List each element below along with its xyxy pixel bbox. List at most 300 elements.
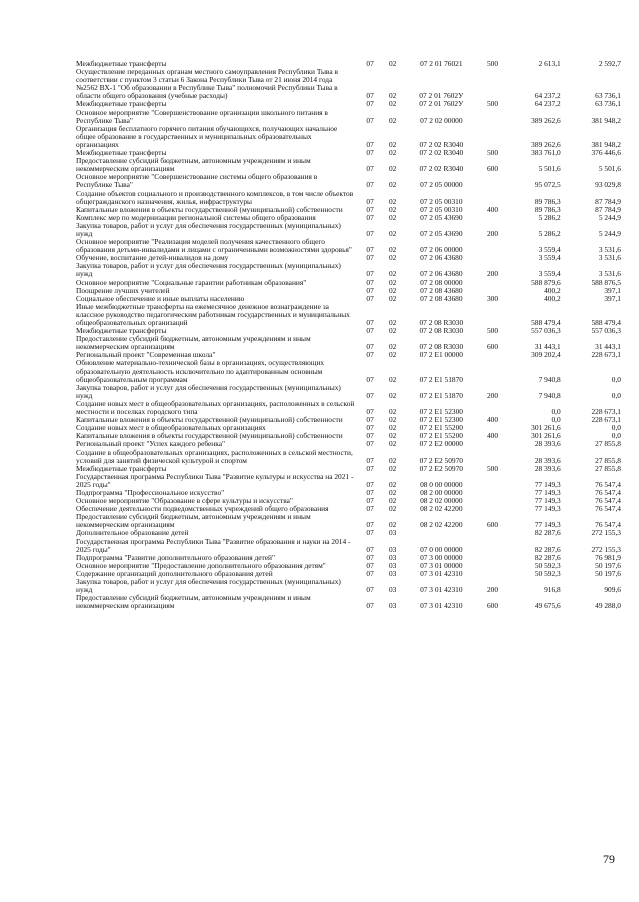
expense-type-code (478, 473, 506, 489)
row-name: Закупка товаров, работ и услуг для обеспечения государственных (муниципальных) нужд (76, 261, 341, 279)
amount-year-1: 7 940,8 (538, 390, 561, 400)
amount-year-2: 5 501,6 (598, 164, 621, 174)
expense-type-code (478, 109, 506, 125)
row-name: Подпрограмма "Развитие дополнительного образования детей" (76, 552, 276, 562)
amount-year-1: 7 940,8 (538, 374, 561, 384)
target-article-code: 07 2 E2 50970 (419, 463, 463, 473)
expense-type-code (478, 238, 506, 254)
subsection-code: 02 (388, 431, 397, 441)
amount-year-2: 909,6 (604, 585, 621, 595)
amount-year-2: 0,0 (611, 390, 621, 400)
target-article-code: 07 2 08 R3030 (419, 326, 464, 336)
amount-year-2: 0,0 (611, 431, 621, 441)
target-article-code: 07 2 02 00000 (420, 115, 463, 125)
amount-year-1: 77 149,3 (534, 487, 561, 497)
section-code: 07 (366, 350, 374, 360)
expense-type-code: 500 (486, 59, 499, 68)
amount-year-1: 49 675,6 (534, 601, 561, 611)
subsection-code: 02 (388, 496, 397, 506)
section-code: 07 (366, 390, 374, 400)
amount-year-2: 76 547,4 (595, 479, 621, 489)
expense-type-code (478, 497, 506, 505)
amount-year-1: 82 287,6 (534, 528, 561, 538)
amount-year-2: 3 531,6 (598, 253, 621, 263)
section-code: 07 (366, 99, 374, 109)
expense-type-code (478, 351, 506, 359)
table-row (76, 68, 621, 100)
row-name: Основное мероприятие "Реализация моделей получения качественного общего образования детьми-инвалидами и лицами с ограниченными возможностями здоровья" (76, 237, 352, 255)
target-article-code: 07 2 E1 51870 (419, 374, 463, 384)
row-name: Основное мероприятие "Совершенствование системы общего образования в Республике Тыва" (76, 172, 318, 190)
section-code: 07 (366, 115, 374, 125)
amount-year-2: 49 288,0 (595, 601, 621, 611)
table-row (76, 262, 621, 278)
subsection-code: 02 (388, 204, 397, 214)
amount-year-1: 0,0 (551, 407, 561, 417)
row-name: Содержание организаций дополнительного образования детей (76, 568, 273, 578)
row-name: Организация бесплатного горячего питания обучающихся, получающих начальное общее образование в государственных и муниципальных образовательных организациях (76, 123, 338, 149)
table-row (76, 238, 621, 254)
target-article-code: 07 2 06 43680 (420, 269, 463, 279)
target-article-code: 07 2 02 R3040 (419, 139, 464, 149)
row-name: Предоставление субсидий бюджетным, автономным учреждениям и иным некоммерческим организациям (76, 334, 311, 352)
amount-year-2: 5 244,9 (598, 212, 621, 222)
target-article-code: 07 2 08 R3030 (419, 342, 464, 352)
amount-year-2: 3 531,6 (598, 245, 621, 255)
target-article-code: 07 2 05 00310 (420, 204, 463, 214)
amount-year-1: 77 149,3 (534, 520, 561, 530)
amount-year-2: 272 155,3 (591, 528, 621, 538)
expense-type-code: 400 (486, 415, 499, 425)
subsection-code: 03 (388, 552, 397, 562)
table-row (76, 359, 621, 383)
expense-type-code (478, 505, 506, 513)
target-article-code: 07 2 01 7602У (419, 99, 464, 109)
target-article-code: 07 0 00 00000 (420, 544, 463, 554)
expense-type-code (478, 400, 506, 416)
expense-type-code: 400 (486, 204, 499, 214)
expense-type-code (478, 68, 506, 100)
amount-year-1: 383 761,0 (531, 148, 561, 158)
amount-year-2: 50 197,6 (595, 568, 621, 578)
row-name: Социальное обеспечение и иные выплаты населению (76, 293, 245, 303)
amount-year-1: 28 393,6 (534, 455, 561, 465)
row-name: Межбюджетные трансферты (76, 99, 167, 109)
target-article-code: 07 2 E1 52300 (419, 415, 463, 425)
section-code: 07 (366, 552, 374, 562)
amount-year-1: 301 261,6 (531, 431, 561, 441)
section-code: 07 (366, 245, 374, 255)
target-article-code (404, 529, 478, 537)
section-code: 07 (366, 228, 374, 238)
row-name: Предоставление субсидий бюджетным, автономным учреждениям и иным некоммерческим организациям (76, 593, 311, 611)
section-code: 07 (366, 544, 374, 554)
expense-type-code (478, 489, 506, 497)
expense-type-code: 200 (486, 228, 499, 238)
row-name: Государственная программа Республики Тыва "Развитие культуры и искусства на 2021 - 2025 годы" (76, 471, 354, 489)
amount-year-1: 557 036,3 (531, 326, 561, 336)
row-name: Капитальные вложения в объекты государственной (муниципальной) собственности (76, 204, 343, 214)
amount-year-2: 228 673,1 (591, 350, 621, 360)
amount-year-2: 76 981,9 (595, 552, 621, 562)
expense-type-code (478, 303, 506, 327)
amount-year-2: 376 446,6 (591, 148, 621, 158)
section-code: 07 (366, 568, 374, 578)
expense-type-code: 200 (486, 585, 499, 595)
target-article-code: 07 3 00 00000 (420, 552, 463, 562)
subsection-code: 02 (388, 139, 397, 149)
subsection-code: 03 (388, 528, 397, 538)
section-code: 07 (366, 293, 374, 303)
expense-type-code (478, 529, 506, 537)
amount-year-2: 397,1 (604, 293, 621, 303)
table-row (76, 109, 621, 125)
table-row (76, 449, 621, 465)
budget-table-body (76, 60, 621, 610)
expense-type-code: 500 (486, 326, 499, 336)
subsection-code: 02 (388, 91, 397, 101)
amount-year-2: 87 784,9 (595, 204, 621, 214)
target-article-code: 07 2 01 7602У (419, 91, 464, 101)
expense-type-code: 600 (486, 601, 499, 611)
subsection-code: 02 (388, 455, 397, 465)
amount-year-1: 77 149,3 (534, 479, 561, 489)
target-article-code: 07 2 E2 50970 (419, 455, 463, 465)
target-article-code: 07 2 05 00310 (420, 196, 463, 206)
amount-year-1: 5 286,2 (538, 228, 561, 238)
target-article-code: 07 2 E2 00000 (419, 439, 463, 449)
subsection-code: 02 (388, 277, 397, 287)
section-code: 07 (366, 269, 374, 279)
subsection-code: 02 (388, 269, 397, 279)
amount-year-2: 381 948,2 (591, 115, 621, 125)
target-article-code: 07 3 01 42310 (420, 585, 463, 595)
row-name: Межбюджетные трансферты (76, 463, 167, 473)
subsection-code: 02 (388, 115, 397, 125)
expense-type-code (478, 279, 506, 287)
amount-year-2: 93 029,8 (595, 180, 621, 190)
row-name: Межбюджетные трансферты (76, 148, 167, 158)
subsection-code: 02 (388, 148, 397, 158)
amount-year-2: 63 736,1 (595, 99, 621, 109)
row-name: Создание новых мест в общеобразовательных организациях, расположенных в сельской местности и поселках городского типа (76, 398, 355, 417)
row-name: Государственная программа Республики Тыва "Развитие образования и науки на 2014 - 2025 годы" (76, 536, 351, 554)
amount-year-2: 228 673,1 (591, 415, 621, 425)
table-row (76, 173, 621, 189)
amount-year-2: 76 547,4 (595, 487, 621, 497)
amount-year-2: 588 479,4 (591, 318, 621, 327)
subsection-code: 02 (388, 463, 397, 473)
amount-year-2: 31 443,1 (595, 342, 621, 352)
row-name: Основное мероприятие "Совершенствование организации школьного питания в Республике Тыва" (76, 107, 328, 125)
subsection-code: 02 (388, 293, 397, 303)
amount-year-2: 76 547,4 (595, 504, 621, 514)
subsection-code: 02 (388, 212, 397, 222)
target-article-code: 07 3 01 00000 (420, 560, 463, 570)
subsection-code: 02 (388, 350, 397, 360)
expense-type-code (478, 359, 506, 383)
amount-year-2: 76 547,4 (595, 520, 621, 530)
target-article-code: 07 2 05 43690 (420, 212, 463, 222)
section-code: 07 (366, 326, 374, 336)
expense-type-code (478, 190, 506, 206)
section-code: 07 (366, 585, 374, 595)
row-name: Создание в общеобразовательных организациях, расположенных в сельской местности, условий для занятий физической культурой и спортом (76, 447, 353, 465)
section-code: 07 (366, 415, 374, 425)
section-code: 07 (366, 601, 374, 611)
expense-type-code: 600 (486, 342, 499, 352)
section-code: 07 (366, 253, 374, 263)
table-row (76, 513, 621, 529)
target-article-code: 07 2 01 76021 (420, 59, 463, 68)
subsection-code: 02 (388, 390, 397, 400)
section-code: 07 (366, 479, 374, 489)
subsection-code: 02 (388, 326, 397, 336)
amount-year-2: 5 244,9 (598, 228, 621, 238)
section-code: 07 (366, 139, 374, 149)
amount-year-2: 272 155,3 (591, 544, 621, 554)
expense-type-code: 200 (486, 390, 499, 400)
subsection-code: 02 (388, 423, 397, 433)
target-article-code: 08 0 00 00000 (420, 479, 463, 489)
page-number: 79 (603, 852, 615, 866)
section-code: 07 (366, 285, 374, 295)
row-name: Комплекс мер по модернизации региональной системы общего образования (76, 212, 316, 222)
subsection-code: 02 (388, 228, 397, 238)
row-name: Поощрение лучших учителей (76, 285, 170, 295)
amount-year-1: 82 287,6 (534, 544, 561, 554)
section-code: 07 (366, 196, 374, 206)
target-article-code: 07 2 E1 55200 (419, 431, 463, 441)
expense-type-code (478, 214, 506, 222)
amount-year-1: 389 262,6 (531, 139, 561, 149)
section-code: 07 (366, 560, 374, 570)
row-name: Подпрограмма "Профессиональное искусство" (76, 487, 225, 497)
section-code: 07 (366, 528, 374, 538)
amount-year-2: 557 036,3 (591, 326, 621, 336)
amount-year-1: 3 559,4 (538, 245, 561, 255)
target-article-code: 07 2 06 00000 (420, 245, 463, 255)
amount-year-1: 89 786,3 (534, 196, 561, 206)
expense-type-code: 500 (486, 148, 499, 158)
amount-year-1: 301 261,6 (531, 423, 561, 433)
amount-year-1: 3 559,4 (538, 253, 561, 263)
amount-year-2: 76 547,4 (595, 496, 621, 506)
row-name: Капитальные вложения в объекты государственной (муниципальной) собственности (76, 431, 343, 441)
subsection-code: 02 (388, 487, 397, 497)
amount-year-2: 50 197,6 (595, 560, 621, 570)
amount-year-1: 916,8 (544, 585, 561, 595)
amount-year-1: 82 287,6 (534, 552, 561, 562)
expense-type-code: 500 (486, 463, 499, 473)
expense-type-code (478, 554, 506, 562)
target-article-code: 07 2 02 R3040 (419, 148, 464, 158)
expense-type-code (478, 449, 506, 465)
table-row (76, 594, 621, 610)
amount-year-2: 27 855,8 (595, 455, 621, 465)
amount-year-2: 3 531,6 (598, 269, 621, 279)
expense-type-code (478, 570, 506, 578)
section-code: 07 (366, 342, 374, 352)
subsection-code: 02 (388, 285, 397, 295)
amount-year-1: 50 592,3 (534, 568, 561, 578)
subsection-code: 03 (388, 544, 397, 554)
amount-year-1: 5 286,2 (538, 212, 561, 222)
subsection-code: 02 (388, 504, 397, 514)
amount-year-1: 31 443,1 (534, 342, 561, 352)
row-name: Осуществление переданных органам местного самоуправления Республики Тыва в соответствии с пунктом 3 статьи 6 Закона Республики Тыва от 21 июня 2014 года №2562 ВХ-1 "Об образовании в Республике Тыва" полномочий Республики Тыва в области общего образования (учебные расходы) (76, 67, 338, 101)
row-name: Закупка товаров, работ и услуг для обеспечения государственных (муниципальных) нужд (76, 577, 341, 595)
target-article-code: 08 2 02 42200 (420, 504, 463, 514)
target-article-code: 07 2 E1 51870 (419, 390, 463, 400)
table-row (76, 578, 621, 594)
subsection-code: 02 (388, 415, 397, 425)
table-row (76, 335, 621, 351)
section-code: 07 (366, 496, 374, 506)
section-code: 07 (366, 463, 374, 473)
subsection-code: 02 (388, 374, 397, 384)
row-name: Создание объектов социального и производственного комплексов, в том числе объектов общегражданского назначения, жилья, инфраструктуры (76, 188, 354, 206)
target-article-code: 08 2 02 00000 (420, 496, 463, 506)
amount-year-1: 400,2 (544, 293, 561, 303)
target-article-code: 07 2 E1 55200 (419, 423, 463, 433)
subsection-code: 03 (388, 560, 397, 570)
amount-year-1: 64 237,2 (534, 99, 561, 109)
subsection-code: 02 (388, 245, 397, 255)
subsection-code: 02 (388, 59, 397, 68)
table-row (76, 384, 621, 400)
subsection-code: 02 (388, 439, 397, 449)
section-code: 07 (366, 439, 374, 449)
table-row (76, 400, 621, 416)
target-article-code: 07 3 01 42310 (420, 601, 463, 611)
section-code: 07 (366, 431, 374, 441)
target-article-code: 07 2 08 43680 (420, 293, 463, 303)
amount-year-1: 77 149,3 (534, 504, 561, 514)
amount-year-2: 397,1 (604, 285, 621, 295)
section-code: 07 (366, 374, 374, 384)
table-row (76, 538, 621, 554)
row-name: Основное мероприятие "Предоставление дополнительного образования детям" (76, 560, 326, 570)
amount-year-1: 588 879,6 (531, 277, 561, 287)
amount-year-1: 64 237,2 (534, 91, 561, 101)
section-code: 07 (366, 91, 374, 101)
row-name: Обучение, воспитание детей-инвалидов на дому (76, 253, 229, 263)
section-code: 07 (366, 180, 374, 190)
expense-type-code: 300 (486, 293, 499, 303)
amount-year-1: 28 393,6 (534, 439, 561, 449)
row-name: Предоставление субсидий бюджетным, автономным учреждениям и иным некоммерческим организациям (76, 512, 311, 530)
amount-year-1: 2 613,1 (538, 59, 561, 68)
subsection-code: 02 (388, 99, 397, 109)
row-name: Предоставление субсидий бюджетным, автономным учреждениям и иным некоммерческим организациям (76, 156, 311, 174)
amount-year-1: 389 262,6 (531, 115, 561, 125)
section-code: 07 (366, 407, 374, 417)
expense-type-code (478, 125, 506, 149)
section-code: 07 (366, 148, 374, 158)
table-row (76, 222, 621, 238)
amount-year-2: 0,0 (611, 423, 621, 433)
subsection-code: 03 (388, 568, 397, 578)
section-code: 07 (366, 520, 374, 530)
section-code: 07 (366, 318, 374, 327)
subsection-code: 02 (388, 342, 397, 352)
row-name: Обновление материально-технической базы в организациях, осуществляющих образовательную деятельность исключительно по адаптированным основным общеобразовательным программам (76, 358, 325, 384)
target-article-code: 07 2 08 43680 (420, 285, 463, 295)
row-name: Закупка товаров, работ и услуг для обеспечения государственных (муниципальных) нужд (76, 382, 341, 400)
amount-year-1: 400,2 (544, 285, 561, 295)
amount-year-2: 228 673,1 (591, 407, 621, 417)
subsection-code: 02 (388, 407, 397, 417)
target-article-code: 07 2 E1 52300 (419, 407, 463, 417)
row-name: Создание новых мест в общеобразовательных организациях (76, 423, 266, 433)
amount-year-1: 3 559,4 (538, 269, 561, 279)
amount-year-1: 89 786,3 (534, 204, 561, 214)
expense-type-code (478, 173, 506, 189)
row-name: Основное мероприятие "Образование в сфере культуры и искусства" (76, 496, 293, 506)
row-name: Дополнительное образование детей (76, 528, 189, 538)
amount-year-1: 28 393,6 (534, 463, 561, 473)
target-article-code: 07 2 02 R3040 (419, 164, 464, 174)
section-code: 07 (366, 204, 374, 214)
row-name: Межбюджетные трансферты (76, 59, 167, 68)
amount-year-2: 63 736,1 (595, 91, 621, 101)
section-code: 07 (366, 423, 374, 433)
amount-year-1: 0,0 (551, 415, 561, 425)
subsection-code: 02 (388, 196, 397, 206)
target-article-code: 07 2 08 R3030 (419, 318, 464, 327)
amount-year-2: 588 876,5 (591, 277, 621, 287)
table-row (76, 190, 621, 206)
row-name: Региональный проект "Успех каждого ребенка" (76, 439, 226, 449)
expense-type-code: 400 (486, 431, 499, 441)
target-article-code: 07 3 01 42310 (420, 568, 463, 578)
row-name: Капитальные вложения в объекты государственной (муниципальной) собственности (76, 415, 343, 425)
amount-year-1: 5 501,6 (538, 164, 561, 174)
section-code: 07 (366, 504, 374, 514)
expense-type-code: 600 (486, 520, 499, 530)
section-code: 07 (366, 59, 374, 68)
amount-year-1: 309 202,4 (531, 350, 561, 360)
subsection-code: 02 (388, 318, 397, 327)
table-row (76, 303, 621, 327)
target-article-code: 07 2 05 00000 (420, 180, 463, 190)
subsection-code: 02 (388, 164, 397, 174)
amount-year-2: 0,0 (611, 374, 621, 384)
target-article-code: 07 2 06 43680 (420, 253, 463, 263)
expense-type-code: 600 (486, 164, 499, 174)
section-code: 07 (366, 455, 374, 465)
row-name: Закупка товаров, работ и услуг для обеспечения государственных (муниципальных) нужд (76, 220, 341, 238)
row-name: Обеспечение деятельности подведомственных учреждений общего образования (76, 504, 329, 514)
expense-type-code: 500 (486, 99, 499, 109)
row-name: Иные межбюджетные трансферты на ежемесячное денежное вознаграждение за классное руководство педагогическим работникам государственных и муниципальных общеобразовательных организаций (76, 301, 350, 327)
row-name: Межбюджетные трансферты (76, 326, 167, 336)
expense-type-code (478, 562, 506, 570)
amount-year-2: 27 855,8 (595, 439, 621, 449)
amount-year-2: 2 592,7 (598, 59, 621, 68)
target-article-code: 07 2 05 43690 (420, 228, 463, 238)
budget-table (76, 60, 621, 610)
subsection-code: 03 (388, 585, 397, 595)
expense-type-code: 200 (486, 269, 499, 279)
amount-year-1: 50 592,3 (534, 560, 561, 570)
amount-year-2: 27 855,8 (595, 463, 621, 473)
table-row (76, 125, 621, 149)
subsection-code: 02 (388, 180, 397, 190)
amount-year-2: 87 784,9 (595, 196, 621, 206)
subsection-code: 02 (388, 479, 397, 489)
